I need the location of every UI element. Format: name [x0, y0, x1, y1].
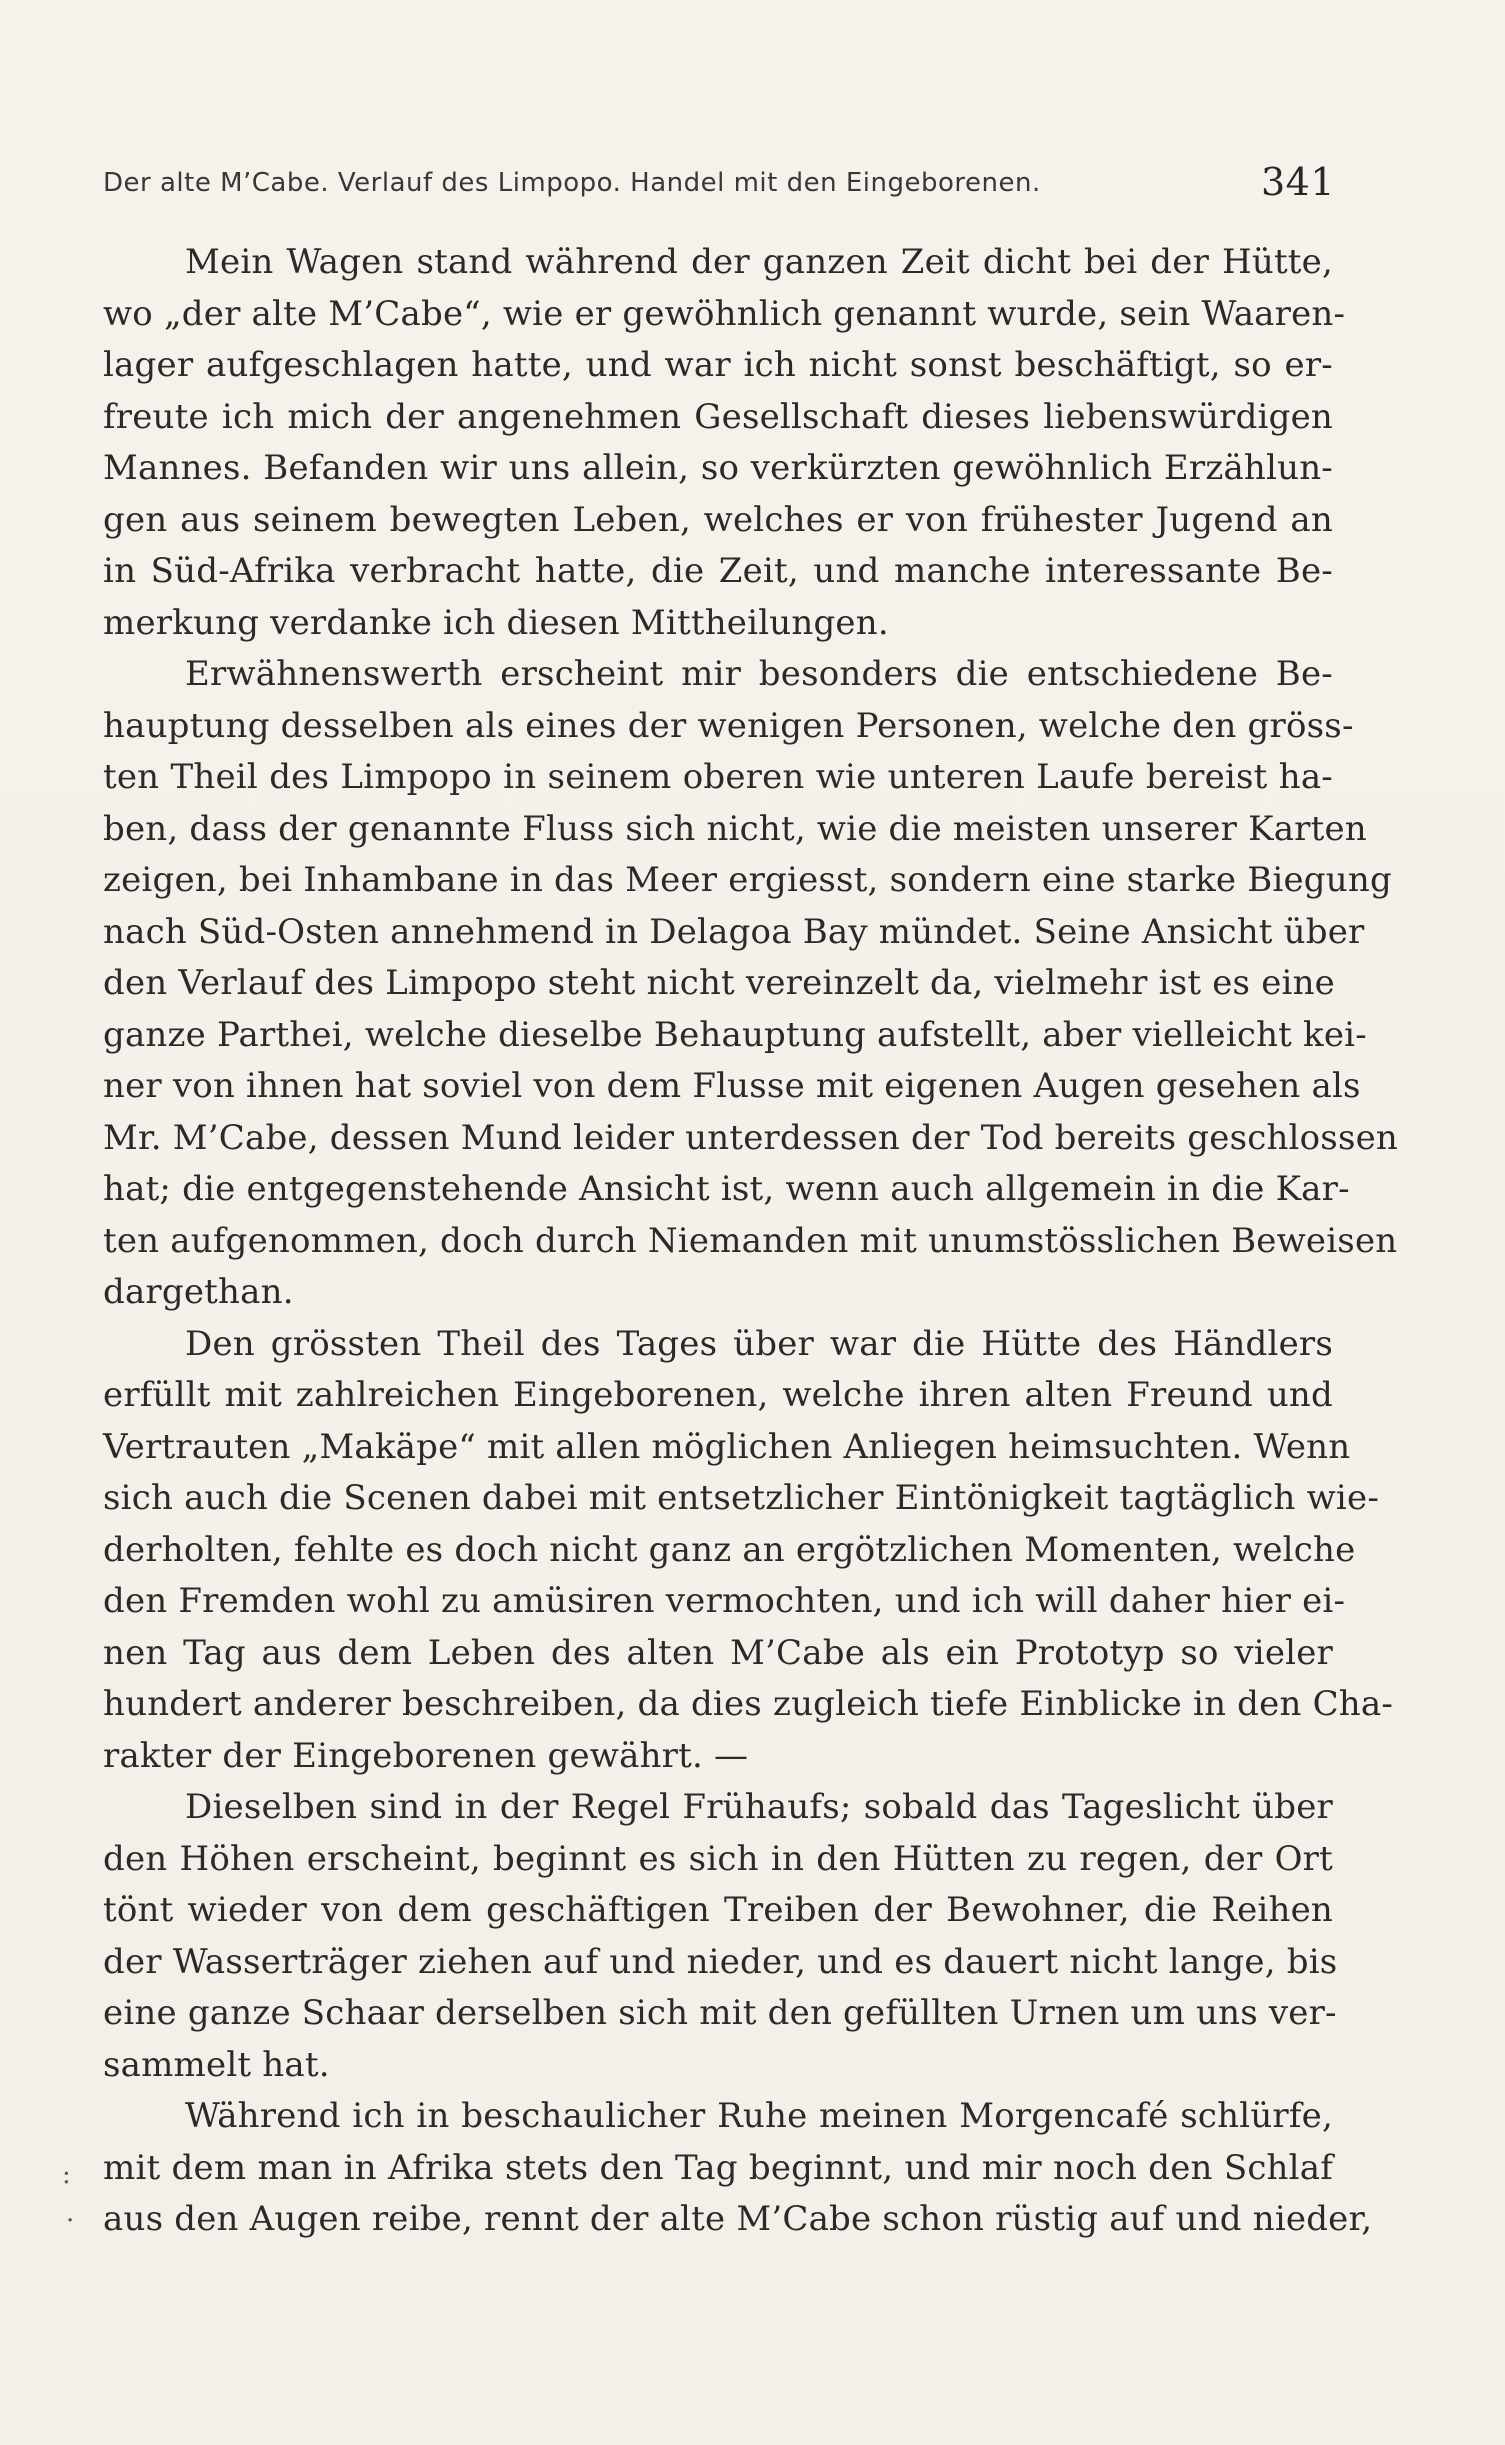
text-line: mit dem man in Afrika stets den Tag beginnt, und mir noch den Schlaf — [103, 2147, 1333, 2188]
text-line: rakter der Eingeborenen gewährt. — — [103, 1735, 749, 1776]
text-line: den Verlauf des Limpopo steht nicht vereinzelt da, vielmehr ist es eine — [103, 963, 1336, 1003]
margin-speck: · — [66, 2206, 75, 2236]
text-line: sammelt hat. — [103, 2044, 330, 2085]
text-line: ten aufgenommen, doch durch Niemanden mit unumstösslichen Beweisen — [103, 1220, 1398, 1261]
body-text — [103, 237, 1399, 2246]
text-line: den Fremden wohl zu amüsiren vermochten, und ich will daher hier ei- — [103, 1581, 1346, 1621]
text-line: nach Süd-Osten annehmend in Delagoa Bay mündet. Seine Ansicht über — [103, 911, 1365, 952]
text-line: in Süd-Afrika verbracht hatte, die Zeit, und manche interessante Be- — [103, 551, 1333, 591]
text-line: Erwähnenswerth erscheint mir besonders die entschiedene Be- — [185, 654, 1333, 694]
text-line: Während ich in beschaulicher Ruhe meinen Morgencafé schlürfe, — [185, 2096, 1333, 2136]
running-header — [103, 160, 1335, 208]
text-line: tönt wieder von dem geschäftigen Treiben der Bewohner, die Reihen — [103, 1890, 1333, 1930]
text-line: gen aus seinem bewegten Leben, welches er von frühester Jugend an — [103, 499, 1333, 540]
text-line: den Höhen erscheint, beginnt es sich in den Hütten zu regen, der Ort — [103, 1838, 1333, 1879]
text-line: freute ich mich der angenehmen Gesellschaft dieses liebenswürdigen — [103, 396, 1333, 437]
text-line: nen Tag aus dem Leben des alten M’Cabe als ein Prototyp so vieler — [103, 1632, 1333, 1673]
text-line: lager aufgeschlagen hatte, und war ich nicht sonst beschäftigt, so er- — [103, 345, 1333, 385]
text-line: hundert anderer beschreiben, da dies zugleich tiefe Einblicke in den Cha- — [103, 1684, 1394, 1724]
text-line: Vertrauten „Makäpe“ mit allen möglichen Anliegen heimsuchten. Wenn — [103, 1426, 1351, 1467]
text-line: ganze Parthei, welche dieselbe Behauptung aufstellt, aber vielleicht kei- — [103, 1014, 1367, 1055]
text-line: Mannes. Befanden wir uns allein, so verkürzten gewöhnlich Erzählun- — [103, 448, 1333, 488]
text-line: erfüllt mit zahlreichen Eingeborenen, welche ihren alten Freund und — [103, 1375, 1333, 1415]
running-title: Der alte M’Cabe. Verlauf des Limpopo. Handel mit den Eingeborenen. — [103, 168, 1041, 198]
text-line: derholten, fehlte es doch nicht ganz an ergötzlichen Momenten, welche — [103, 1529, 1356, 1570]
text-line: dargethan. — [103, 1272, 294, 1312]
text-line: ten Theil des Limpopo in seinem oberen wie unteren Laufe bereist ha- — [103, 757, 1333, 797]
text-line: hauptung desselben als eines der wenigen Personen, welche den gröss- — [103, 705, 1354, 746]
text-line: merkung verdanke ich diesen Mittheilungen. — [103, 602, 889, 643]
text-line: Dieselben sind in der Regel Frühaufs; sobald das Tageslicht über — [185, 1787, 1333, 1827]
text-line: aus den Augen reibe, rennt der alte M’Cabe schon rüstig auf und nieder, — [103, 2199, 1373, 2239]
text-line: der Wasserträger ziehen auf und nieder, und es dauert nicht lange, bis — [103, 1941, 1338, 1982]
text-line: eine ganze Schaar derselben sich mit den gefüllten Urnen um uns ver- — [103, 1993, 1337, 2033]
text-line: sich auch die Scenen dabei mit entsetzlicher Eintönigkeit tagtäglich wie- — [103, 1478, 1380, 1518]
text-line: wo „der alte M’Cabe“, wie er gewöhnlich genannt wurde, sein Waaren- — [103, 293, 1346, 334]
text-line: Mr. M’Cabe, dessen Mund leider unterdessen der Tod bereits geschlossen — [103, 1117, 1399, 1158]
text-line: hat; die entgegenstehende Ansicht ist, wenn auch allgemein in die Kar- — [103, 1169, 1350, 1209]
page-number: 341 — [1260, 160, 1335, 204]
text-line: Den grössten Theil des Tages über war die Hütte des Händlers — [185, 1323, 1333, 1364]
text-line: zeigen, bei Inhambane in das Meer ergiesst, sondern eine starke Biegung — [103, 860, 1392, 900]
text-line: ben, dass der genannte Fluss sich nicht, wie die meisten unserer Karten — [103, 808, 1367, 849]
margin-speck: : — [62, 2160, 71, 2190]
text-line: ner von ihnen hat soviel von dem Flusse mit eigenen Augen gesehen als — [103, 1066, 1361, 1106]
text-line: Mein Wagen stand während der ganzen Zeit dicht bei der Hütte, — [185, 242, 1333, 282]
